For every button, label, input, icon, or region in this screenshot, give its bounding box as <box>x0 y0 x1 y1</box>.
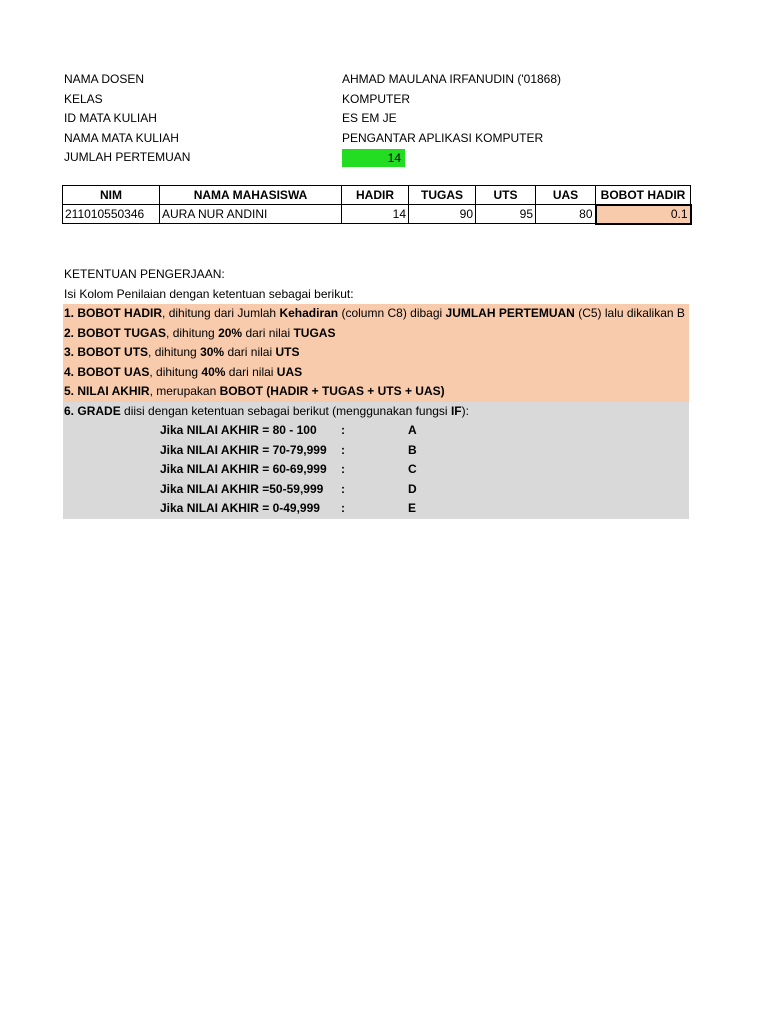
grade-condition: Jika NILAI AKHIR = 0-49,999 <box>160 501 320 515</box>
jumlah-pertemuan-cell[interactable]: 14 <box>342 149 405 167</box>
rule-bold: UAS <box>276 364 303 379</box>
cell-tugas[interactable]: 90 <box>409 205 476 224</box>
grade-colon: : <box>341 442 345 457</box>
info-label: KELAS <box>64 91 103 106</box>
info-value[interactable]: KOMPUTER <box>342 91 411 106</box>
header-uts[interactable]: UTS <box>476 186 536 205</box>
rule-item <box>63 304 689 324</box>
rule-bold: TUGAS <box>293 325 336 340</box>
rule-bold: 20% <box>218 325 243 340</box>
rule-bold: Kehadiran <box>279 306 339 320</box>
grade-intro <box>63 402 689 422</box>
cell-hadir[interactable]: 14 <box>342 205 409 224</box>
header-hadir[interactable]: HADIR <box>342 186 409 205</box>
rule-item <box>63 324 689 344</box>
grade-row <box>63 480 689 500</box>
grade-letter: C <box>408 462 417 476</box>
instructions-heading: KETENTUAN PENGERJAAN: <box>64 267 225 281</box>
rule-bold: BOBOT TUGAS <box>77 325 167 340</box>
header-uas[interactable]: UAS <box>536 186 596 205</box>
grade-colon: : <box>341 423 345 437</box>
rule-bold: NILAI AKHIR <box>77 384 150 398</box>
grade-condition: Jika NILAI AKHIR = 60-69,999 <box>160 462 327 476</box>
rule-number: 4. <box>64 364 75 379</box>
rule-bold: 40% <box>201 364 226 379</box>
rule-bold: BOBOT UTS <box>77 345 149 359</box>
rule-bold: UTS <box>275 345 300 359</box>
grade-condition: Jika NILAI AKHIR = 80 - 100 <box>160 423 317 437</box>
table-row <box>63 205 691 224</box>
info-value[interactable]: ES EM JE <box>342 111 397 125</box>
rule-number: 6. <box>64 403 75 418</box>
rule-bold: JUMLAH PERTEMUAN <box>445 306 575 320</box>
info-label: NAMA DOSEN <box>64 72 145 86</box>
rule-number: 3. <box>64 345 75 359</box>
rule-text: , dihitung <box>148 345 201 359</box>
rule-text: dari nilai <box>224 345 276 359</box>
rule-text: dari nilai <box>242 325 294 340</box>
table-header-row <box>63 186 691 205</box>
grade-row <box>63 421 689 441</box>
cell-nama[interactable]: AURA NUR ANDINI <box>160 205 342 224</box>
rule-bold: GRADE <box>77 403 121 418</box>
grade-letter: E <box>408 501 417 515</box>
grade-condition: Jika NILAI AKHIR = 70-79,999 <box>160 442 327 457</box>
header-nama-mahasiswa[interactable]: NAMA MAHASISWA <box>160 186 342 205</box>
rule-text: , dihitung dari Jumlah <box>162 306 280 320</box>
rule-bold: BOBOT (HADIR + TUGAS + UTS + UAS) <box>219 384 445 398</box>
rule-number: 5. <box>64 384 75 398</box>
rule-text: , merupakan <box>149 384 220 398</box>
grade-condition: Jika NILAI AKHIR =50-59,999 <box>160 481 324 496</box>
grade-row <box>63 441 689 461</box>
rule-text: , dihitung <box>149 364 202 379</box>
rule-text: (C5) lalu dikalikan B <box>574 306 685 320</box>
rule-text: ): <box>461 403 469 418</box>
info-label: ID MATA KULIAH <box>64 111 157 125</box>
rule-number: 1. <box>64 306 75 320</box>
instructions-intro: Isi Kolom Penilaian dengan ketentuan sebagai berikut: <box>64 286 354 301</box>
info-value[interactable]: AHMAD MAULANA IRFANUDIN ('01868) <box>342 72 562 86</box>
rule-text: (column C8) dibagi <box>338 306 446 320</box>
grade-row <box>63 460 689 480</box>
rule-item <box>63 343 689 363</box>
rule-item <box>63 382 689 402</box>
grade-row <box>63 499 689 519</box>
header-tugas[interactable]: TUGAS <box>409 186 476 205</box>
rule-bold: BOBOT HADIR <box>77 306 163 320</box>
rule-text: dari nilai <box>225 364 277 379</box>
info-label: NAMA MATA KULIAH <box>64 130 179 145</box>
header-bobot-hadir[interactable]: BOBOT HADIR <box>596 186 691 205</box>
info-value[interactable]: PENGANTAR APLIKASI KOMPUTER <box>342 130 544 145</box>
instructions <box>63 265 689 519</box>
rule-bold: IF <box>450 403 462 418</box>
cell-bobot-hadir[interactable]: 0.1 <box>596 205 691 224</box>
student-table <box>62 185 692 225</box>
cell-uts[interactable]: 95 <box>476 205 536 224</box>
rule-number: 2. <box>64 325 75 340</box>
cell-nim[interactable]: 211010550346 <box>63 205 160 224</box>
rule-bold: 30% <box>200 345 225 359</box>
grade-colon: : <box>341 501 345 515</box>
grade-letter: D <box>408 481 417 496</box>
rule-text: diisi dengan ketentuan sebagai berikut (menggunakan fungsi <box>120 403 451 418</box>
grade-letter: A <box>408 423 417 437</box>
rule-item <box>63 363 689 383</box>
grade-colon: : <box>341 462 345 476</box>
grade-colon: : <box>341 481 345 496</box>
grade-letter: B <box>408 442 417 457</box>
rule-text: , dihitung <box>166 325 219 340</box>
header-nim[interactable]: NIM <box>63 186 160 205</box>
info-label: JUMLAH PERTEMUAN <box>64 150 191 164</box>
cell-uas[interactable]: 80 <box>536 205 596 224</box>
rule-bold: BOBOT UAS <box>77 364 150 379</box>
